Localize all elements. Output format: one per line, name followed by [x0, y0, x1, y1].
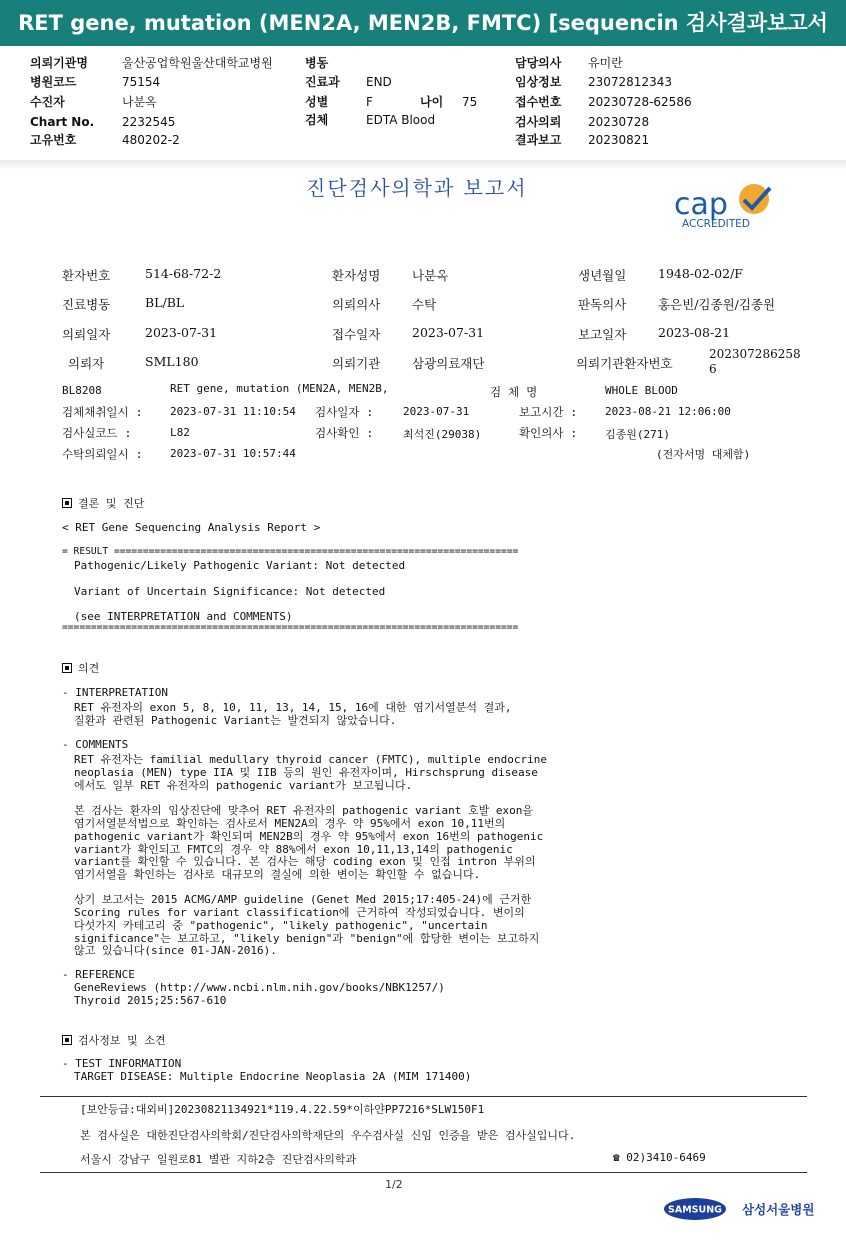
- result-footer: ===============================================================================: [62, 622, 519, 633]
- label-org-patient-no: 의뢰기관환자번호: [576, 356, 673, 371]
- label-patient-id: 환자번호: [62, 268, 111, 283]
- value-collect-time: 2023-07-31 11:10:54: [170, 405, 296, 418]
- page-number: 1/2: [385, 1178, 403, 1191]
- header-info: [0, 48, 846, 164]
- value-ward-code: BL/BL: [145, 295, 185, 310]
- comments-heading: - COMMENTS: [62, 738, 129, 751]
- label-hospital-code: 병원코드: [30, 75, 77, 89]
- value-department: END: [366, 75, 392, 89]
- certification-note: 본 검사실은 대한진단검사의학회/진단검사의학재단의 우수검사실 신임 인증을 받은 검사실입니다.: [80, 1129, 576, 1142]
- value-hospital-code: 75154: [122, 75, 161, 89]
- reference-line-2: Thyroid 2015;25:567-610: [74, 994, 227, 1007]
- label-requester: 의뢰자: [68, 356, 105, 371]
- value-sex: F: [366, 95, 373, 109]
- label-report-time: 보고시간 :: [519, 405, 578, 419]
- label-specimen-name: 검 체 명: [490, 385, 538, 399]
- reference-line-1: GeneReviews (http://www.ncbi.nlm.nih.gov/books/NBK1257/): [74, 981, 445, 994]
- section-box-icon: [62, 1035, 72, 1045]
- value-requesting-doctor: 수탁: [412, 297, 437, 312]
- value-order-time: 2023-07-31 10:57:44: [170, 447, 296, 460]
- result-line-2: Variant of Uncertain Significance: Not detected: [74, 585, 386, 598]
- security-line: [보안등급:대외비]20230821134921*119.4.22.59*이하얀PP7216*SLW150F1: [80, 1103, 485, 1116]
- value-report-date: 2023-08-21: [658, 325, 731, 340]
- value-lab-code: L82: [170, 426, 190, 439]
- comment-line-14: 않고 있습니다(since 01-JAN-2016).: [74, 944, 277, 957]
- value-report-time: 2023-08-21 12:06:00: [605, 405, 731, 418]
- footer-bottom-rule: [40, 1172, 807, 1173]
- value-reading-doctor: 홍은빈/김종원/김종원: [658, 297, 776, 312]
- samsung-logo-text: SAMSUNG: [668, 1204, 722, 1216]
- value-order-date: 2023-07-31: [145, 325, 218, 340]
- samsung-hospital-logo: [664, 1196, 814, 1226]
- value-patient-name: 나분옥: [412, 268, 449, 283]
- value-requester: SML180: [145, 354, 199, 369]
- value-specimen-name: WHOLE BLOOD: [605, 384, 678, 397]
- label-requesting-org: 의뢰기관: [332, 356, 381, 371]
- comment-line-8: variant를 확인할 수 있습니다. 본 검사는 해당 coding exon 및 인접 intron 부위의: [74, 855, 536, 868]
- label-requesting-institution: 의뢰기관명: [30, 56, 88, 70]
- label-doctor: 담당의사: [515, 56, 562, 70]
- section-box-icon: [62, 498, 72, 508]
- interpretation-line-2: 질환과 관련된 Pathogenic Variant는 발견되지 않았습니다.: [74, 714, 397, 727]
- comment-line-11: Scoring rules for variant classification에 근거하여 작성되었습니다. 변이의: [74, 906, 525, 919]
- cap-logo-text: cap: [674, 187, 728, 222]
- test-code: BL8208: [62, 384, 102, 397]
- cap-logo-subtext: ACCREDITED: [682, 218, 750, 230]
- value-org-patient-no-cont: 6: [709, 362, 717, 376]
- test-info-line-1: TARGET DISEASE: Multiple Endocrine Neoplasia 2A (MIM 171400): [74, 1070, 472, 1083]
- value-request-date: 20230728: [588, 115, 650, 129]
- test-info-heading: - TEST INFORMATION: [62, 1057, 182, 1070]
- label-specimen: 검체: [305, 113, 329, 127]
- label-confirm-doctor: 확인의사 :: [519, 426, 578, 440]
- value-org-patient-no: 202307286258: [709, 347, 801, 361]
- interpretation-line-1: RET 유전자의 exon 5, 8, 10, 11, 13, 14, 15, 16에 대한 염기서열분석 결과,: [74, 701, 512, 714]
- label-order-time: 수탁의뢰일시 :: [62, 447, 143, 461]
- value-patient-id: 514-68-72-2: [145, 266, 222, 281]
- hospital-name: 삼성서울병원: [742, 1202, 814, 1217]
- comment-line-5: 염기서열분석법으로 확인하는 검사로서 MEN2A의 경우 약 95%에서 exon 10,11번의: [74, 817, 506, 830]
- label-sex: 성별: [305, 95, 329, 109]
- value-patient: 나분옥: [122, 95, 157, 109]
- comment-line-6: pathogenic variant가 확인되며 MEN2B의 경우 약 95%에서 exon 16번의 pathogenic: [74, 830, 544, 843]
- value-result-date: 20230821: [588, 133, 650, 147]
- esign-note: (전자서명 대체함): [656, 448, 751, 461]
- label-request-date: 검사의뢰: [515, 115, 562, 129]
- value-birth-date: 1948-02-02/F: [658, 266, 743, 281]
- label-result-date: 결과보고: [515, 133, 562, 147]
- value-doctor: 유미란: [588, 56, 623, 70]
- label-patient-name: 환자성명: [332, 268, 381, 283]
- report-name: < RET Gene Sequencing Analysis Report >: [62, 521, 321, 534]
- comment-line-4: 본 검사는 환자의 임상진단에 맞추어 RET 유전자의 pathogenic variant 호발 exon을: [74, 804, 533, 817]
- comment-line-9: 염기서열을 확인하는 검사로 대규모의 결실에 의한 변이는 확인할 수 없습니다.: [74, 868, 481, 881]
- reference-heading: - REFERENCE: [62, 968, 135, 981]
- label-test-date: 검사일자 :: [315, 405, 374, 419]
- value-receipt-date: 2023-07-31: [412, 325, 485, 340]
- label-unique-no: 고유번호: [30, 133, 77, 147]
- section-test-info: 검사정보 및 소견: [62, 1032, 166, 1048]
- report-title-bar: RET gene, mutation (MEN2A, MEN2B, FMTC) [sequencin 검사결과보고서: [0, 0, 846, 46]
- label-requesting-doctor: 의뢰의사: [332, 297, 381, 312]
- comment-line-13: significance"는 보고하고, "likely benign"과 "benign"에 합당한 변이는 보고하지: [74, 932, 540, 945]
- label-lab-code: 검사실코드 :: [62, 426, 132, 440]
- comment-line-2: neoplasia (MEN) type IIA 및 IIB 등의 원인 유전자이며, Hirschsprung disease: [74, 766, 538, 779]
- label-chart-no: Chart No.: [30, 115, 95, 129]
- section-opinion: 의견: [62, 660, 99, 676]
- test-name: RET gene, mutation (MEN2A, MEN2B,: [170, 382, 389, 395]
- cap-accredited-logo: [674, 182, 784, 232]
- label-ward-code: 진료병동: [62, 297, 111, 312]
- label-age: 나이: [420, 95, 444, 109]
- value-specimen: EDTA Blood: [366, 113, 436, 127]
- label-receipt-no: 접수번호: [515, 95, 562, 109]
- value-test-date: 2023-07-31: [403, 405, 470, 418]
- label-test-confirm: 검사확인 :: [315, 426, 374, 440]
- label-ward: 병동: [305, 56, 329, 70]
- lab-address: 서울시 강남구 일원로81 별관 지하2층 진단검사의학과: [80, 1153, 357, 1166]
- interpretation-heading: - INTERPRETATION: [62, 686, 168, 699]
- footer-top-rule: [40, 1096, 807, 1097]
- value-confirm-doctor: 김종원(271): [605, 428, 670, 441]
- value-requesting-institution: 울산공업학원울산대학교병원: [122, 56, 273, 70]
- value-requesting-org: 삼광의료재단: [412, 356, 485, 371]
- value-clinical-info: 23072812343: [588, 75, 672, 89]
- label-collect-time: 검체채취일시 :: [62, 405, 143, 419]
- label-report-date: 보고일자: [578, 327, 627, 342]
- cap-logo-circle: [739, 184, 769, 214]
- comment-line-10: 상기 보고서는 2015 ACMG/AMP guideline (Genet Med 2015;17:405-24)에 근거한: [74, 893, 532, 906]
- comment-line-1: RET 유전자는 familial medullary thyroid cancer (FMTC), multiple endocrine: [74, 753, 547, 766]
- label-reading-doctor: 판독의사: [578, 297, 627, 312]
- label-birth-date: 생년월일: [578, 268, 627, 283]
- label-receipt-date: 접수일자: [332, 327, 381, 342]
- section-conclusion: 결론 및 진단: [62, 495, 144, 511]
- section-box-icon: [62, 663, 72, 673]
- lab-report-title: 진단검사의학과 보고서: [306, 176, 528, 200]
- label-patient: 수진자: [30, 95, 65, 109]
- value-test-confirm: 최석진(29038): [403, 428, 482, 441]
- comment-line-7: variant가 확인되고 FMTC의 경우 약 88%에서 exon 10,11,13,14의 pathogenic: [74, 843, 513, 856]
- samsung-logo-icon: [664, 1196, 814, 1222]
- value-chart-no: 2232545: [122, 115, 176, 129]
- label-department: 진료과: [305, 75, 340, 89]
- value-unique-no: 480202-2: [122, 133, 180, 147]
- result-line-1: Pathogenic/Likely Pathogenic Variant: Not detected: [74, 559, 406, 572]
- comment-line-12: 다섯가지 카테고리 중 "pathogenic", "likely pathogenic", "uncertain: [74, 919, 488, 932]
- label-clinical-info: 임상정보: [515, 75, 562, 89]
- label-order-date: 의뢰일자: [62, 327, 111, 342]
- page-edge-shadow: [0, 160, 846, 170]
- result-header: = RESULT ======================================================================: [62, 546, 519, 557]
- lab-phone: ☎ 02)3410-6469: [613, 1151, 706, 1164]
- value-receipt-no: 20230728-62586: [588, 95, 692, 109]
- result-line-3: (see INTERPRETATION and COMMENTS): [74, 610, 293, 623]
- comment-line-3: 에서도 일부 RET 유전자의 pathogenic variant가 보고됩니다.: [74, 779, 413, 792]
- value-age: 75: [462, 95, 478, 109]
